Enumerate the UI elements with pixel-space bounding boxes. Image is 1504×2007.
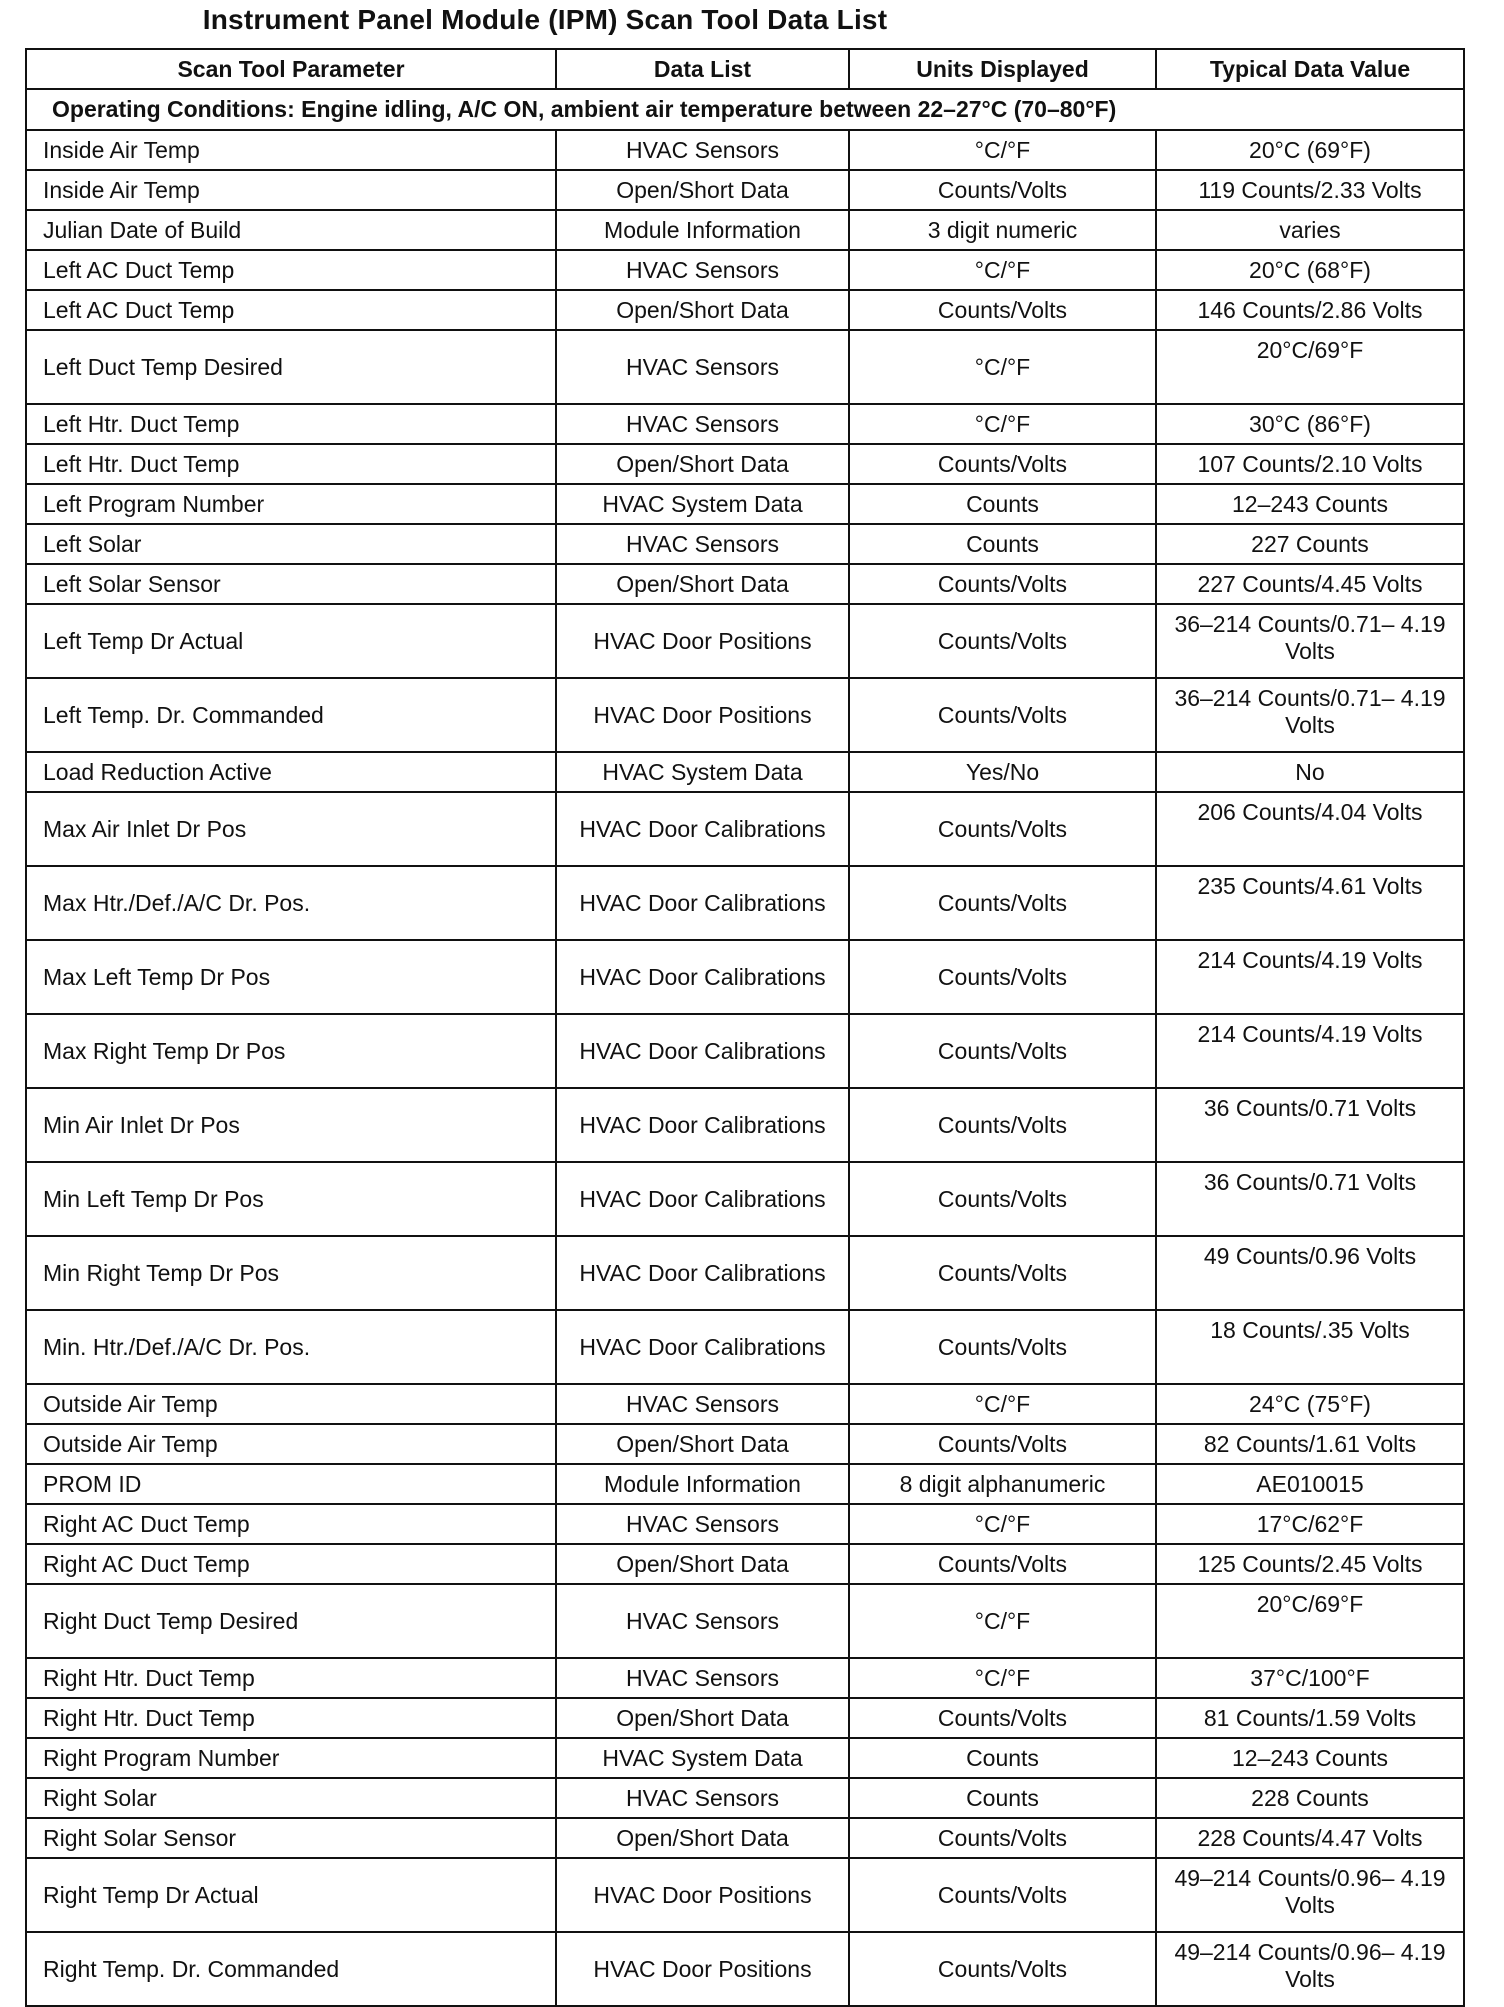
- units-cell: Counts/Volts: [849, 444, 1156, 484]
- units-cell: Counts/Volts: [849, 170, 1156, 210]
- data-list-cell: HVAC Sensors: [556, 250, 849, 290]
- typical-value-cell: 18 Counts/.35 Volts: [1156, 1310, 1464, 1384]
- units-cell: Counts/Volts: [849, 1014, 1156, 1088]
- table-row: [26, 1310, 1464, 1384]
- header-row: [26, 49, 1464, 89]
- parameter-cell: Left AC Duct Temp: [26, 290, 556, 330]
- parameter-cell: Min Left Temp Dr Pos: [26, 1162, 556, 1236]
- table-row: [26, 1738, 1464, 1778]
- data-list-cell: HVAC Door Positions: [556, 1858, 849, 1932]
- table-row: [26, 404, 1464, 444]
- table-row: [26, 1504, 1464, 1544]
- typical-value-cell: 20°C (69°F): [1156, 130, 1464, 170]
- units-cell: Counts: [849, 1778, 1156, 1818]
- units-cell: Counts/Volts: [849, 1698, 1156, 1738]
- table-row: [26, 792, 1464, 866]
- table-row: [26, 1162, 1464, 1236]
- table-row: [26, 1544, 1464, 1584]
- parameter-cell: Left Htr. Duct Temp: [26, 404, 556, 444]
- table-row: [26, 752, 1464, 792]
- table-row: [26, 1658, 1464, 1698]
- operating-conditions-row: [26, 89, 1464, 130]
- typical-value-cell: 12–243 Counts: [1156, 484, 1464, 524]
- data-list-cell: Open/Short Data: [556, 1818, 849, 1858]
- data-list-cell: HVAC Sensors: [556, 1584, 849, 1658]
- typical-value-cell: 20°C/69°F: [1156, 1584, 1464, 1658]
- parameter-cell: Min Right Temp Dr Pos: [26, 1236, 556, 1310]
- typical-value-cell: 228 Counts: [1156, 1778, 1464, 1818]
- data-list-cell: HVAC Sensors: [556, 1504, 849, 1544]
- table-row: [26, 330, 1464, 404]
- data-list-cell: HVAC Sensors: [556, 130, 849, 170]
- parameter-cell: Right AC Duct Temp: [26, 1544, 556, 1584]
- data-list-cell: HVAC Door Calibrations: [556, 1162, 849, 1236]
- data-list-cell: Module Information: [556, 210, 849, 250]
- parameter-cell: Julian Date of Build: [26, 210, 556, 250]
- table-row: [26, 564, 1464, 604]
- parameter-cell: Right Program Number: [26, 1738, 556, 1778]
- data-list-cell: Open/Short Data: [556, 170, 849, 210]
- units-cell: Counts/Volts: [849, 564, 1156, 604]
- typical-value-cell: 235 Counts/4.61 Volts: [1156, 866, 1464, 940]
- units-cell: Counts: [849, 524, 1156, 564]
- table-row: [26, 1698, 1464, 1738]
- units-cell: Counts/Volts: [849, 604, 1156, 678]
- units-cell: °C/°F: [849, 1384, 1156, 1424]
- operating-conditions-text: Operating Conditions: Engine idling, A/C ON, ambient air temperature between 22–27°C (70–80°F): [26, 89, 1464, 130]
- units-cell: Counts/Volts: [849, 866, 1156, 940]
- table-row: [26, 1424, 1464, 1464]
- data-list-cell: HVAC Door Positions: [556, 604, 849, 678]
- data-list-cell: Open/Short Data: [556, 444, 849, 484]
- parameter-cell: Max Right Temp Dr Pos: [26, 1014, 556, 1088]
- typical-value-cell: 36 Counts/0.71 Volts: [1156, 1088, 1464, 1162]
- typical-value-cell: 20°C/69°F: [1156, 330, 1464, 404]
- typical-value-cell: varies: [1156, 210, 1464, 250]
- typical-value-cell: 119 Counts/2.33 Volts: [1156, 170, 1464, 210]
- parameter-cell: Right AC Duct Temp: [26, 1504, 556, 1544]
- table-row: [26, 1818, 1464, 1858]
- table-row: [26, 678, 1464, 752]
- scan-tool-data-table: [25, 48, 1465, 2007]
- parameter-cell: Right Solar: [26, 1778, 556, 1818]
- table-row: [26, 1584, 1464, 1658]
- data-list-cell: HVAC Door Positions: [556, 1932, 849, 2006]
- table-row: [26, 940, 1464, 1014]
- table-row: [26, 1464, 1464, 1504]
- parameter-cell: Max Air Inlet Dr Pos: [26, 792, 556, 866]
- data-list-cell: HVAC System Data: [556, 752, 849, 792]
- typical-value-cell: 214 Counts/4.19 Volts: [1156, 940, 1464, 1014]
- table-row: [26, 1858, 1464, 1932]
- data-list-cell: HVAC Door Calibrations: [556, 940, 849, 1014]
- table-row: [26, 1384, 1464, 1424]
- data-list-cell: HVAC Sensors: [556, 1658, 849, 1698]
- units-cell: Counts/Volts: [849, 1932, 1156, 2006]
- typical-value-cell: 12–243 Counts: [1156, 1738, 1464, 1778]
- column-header-parameter: Scan Tool Parameter: [26, 49, 556, 89]
- parameter-cell: Outside Air Temp: [26, 1424, 556, 1464]
- parameter-cell: Left Solar: [26, 524, 556, 564]
- units-cell: 3 digit numeric: [849, 210, 1156, 250]
- data-list-cell: HVAC System Data: [556, 1738, 849, 1778]
- parameter-cell: Left Temp Dr Actual: [26, 604, 556, 678]
- parameter-cell: Min Air Inlet Dr Pos: [26, 1088, 556, 1162]
- parameter-cell: PROM ID: [26, 1464, 556, 1504]
- data-list-cell: HVAC Door Calibrations: [556, 1236, 849, 1310]
- data-list-cell: HVAC Sensors: [556, 330, 849, 404]
- units-cell: Counts: [849, 1738, 1156, 1778]
- parameter-cell: Left Program Number: [26, 484, 556, 524]
- units-cell: Yes/No: [849, 752, 1156, 792]
- units-cell: Counts/Volts: [849, 1162, 1156, 1236]
- units-cell: Counts/Volts: [849, 290, 1156, 330]
- typical-value-cell: 146 Counts/2.86 Volts: [1156, 290, 1464, 330]
- data-list-cell: HVAC Sensors: [556, 404, 849, 444]
- data-list-cell: Module Information: [556, 1464, 849, 1504]
- units-cell: Counts/Volts: [849, 1818, 1156, 1858]
- parameter-cell: Left AC Duct Temp: [26, 250, 556, 290]
- units-cell: °C/°F: [849, 1584, 1156, 1658]
- typical-value-cell: 36 Counts/0.71 Volts: [1156, 1162, 1464, 1236]
- typical-value-cell: 125 Counts/2.45 Volts: [1156, 1544, 1464, 1584]
- parameter-cell: Inside Air Temp: [26, 170, 556, 210]
- table-row: [26, 1236, 1464, 1310]
- data-list-cell: HVAC Door Positions: [556, 678, 849, 752]
- table-row: [26, 130, 1464, 170]
- table-row: [26, 1088, 1464, 1162]
- table-row: [26, 484, 1464, 524]
- units-cell: Counts/Volts: [849, 1088, 1156, 1162]
- table-row: [26, 1778, 1464, 1818]
- typical-value-cell: 17°C/62°F: [1156, 1504, 1464, 1544]
- units-cell: Counts/Volts: [849, 1858, 1156, 1932]
- parameter-cell: Right Duct Temp Desired: [26, 1584, 556, 1658]
- typical-value-cell: 49 Counts/0.96 Volts: [1156, 1236, 1464, 1310]
- data-list-cell: Open/Short Data: [556, 1424, 849, 1464]
- typical-value-cell: 49–214 Counts/0.96– 4.19 Volts: [1156, 1858, 1464, 1932]
- typical-value-cell: 82 Counts/1.61 Volts: [1156, 1424, 1464, 1464]
- data-list-cell: HVAC Door Calibrations: [556, 866, 849, 940]
- page-title: Instrument Panel Module (IPM) Scan Tool Data List: [202, 4, 888, 35]
- typical-value-cell: 36–214 Counts/0.71– 4.19 Volts: [1156, 678, 1464, 752]
- units-cell: °C/°F: [849, 250, 1156, 290]
- column-header-typical-value: Typical Data Value: [1156, 49, 1464, 89]
- typical-value-cell: No: [1156, 752, 1464, 792]
- parameter-cell: Right Temp. Dr. Commanded: [26, 1932, 556, 2006]
- units-cell: Counts/Volts: [849, 1310, 1156, 1384]
- parameter-cell: Load Reduction Active: [26, 752, 556, 792]
- typical-value-cell: 20°C (68°F): [1156, 250, 1464, 290]
- parameter-cell: Right Htr. Duct Temp: [26, 1658, 556, 1698]
- units-cell: °C/°F: [849, 1504, 1156, 1544]
- typical-value-cell: 81 Counts/1.59 Volts: [1156, 1698, 1464, 1738]
- parameter-cell: Inside Air Temp: [26, 130, 556, 170]
- typical-value-cell: 30°C (86°F): [1156, 404, 1464, 444]
- typical-value-cell: 227 Counts: [1156, 524, 1464, 564]
- parameter-cell: Right Solar Sensor: [26, 1818, 556, 1858]
- parameter-cell: Left Temp. Dr. Commanded: [26, 678, 556, 752]
- data-list-cell: Open/Short Data: [556, 1544, 849, 1584]
- column-header-data-list: Data List: [556, 49, 849, 89]
- data-list-cell: HVAC System Data: [556, 484, 849, 524]
- typical-value-cell: 36–214 Counts/0.71– 4.19 Volts: [1156, 604, 1464, 678]
- typical-value-cell: 37°C/100°F: [1156, 1658, 1464, 1698]
- parameter-cell: Right Htr. Duct Temp: [26, 1698, 556, 1738]
- typical-value-cell: 214 Counts/4.19 Volts: [1156, 1014, 1464, 1088]
- typical-value-cell: 24°C (75°F): [1156, 1384, 1464, 1424]
- units-cell: Counts/Volts: [849, 1236, 1156, 1310]
- table-row: [26, 170, 1464, 210]
- data-list-cell: HVAC Sensors: [556, 1384, 849, 1424]
- table-row: [26, 1014, 1464, 1088]
- typical-value-cell: 107 Counts/2.10 Volts: [1156, 444, 1464, 484]
- data-list-cell: HVAC Door Calibrations: [556, 1088, 849, 1162]
- parameter-cell: Left Htr. Duct Temp: [26, 444, 556, 484]
- table-row: [26, 604, 1464, 678]
- table-row: [26, 290, 1464, 330]
- typical-value-cell: 228 Counts/4.47 Volts: [1156, 1818, 1464, 1858]
- units-cell: Counts: [849, 484, 1156, 524]
- parameter-cell: Right Temp Dr Actual: [26, 1858, 556, 1932]
- units-cell: Counts/Volts: [849, 678, 1156, 752]
- table-row: [26, 866, 1464, 940]
- typical-value-cell: 206 Counts/4.04 Volts: [1156, 792, 1464, 866]
- data-list-cell: Open/Short Data: [556, 290, 849, 330]
- table-row: [26, 1932, 1464, 2006]
- units-cell: Counts/Volts: [849, 1544, 1156, 1584]
- data-list-cell: HVAC Door Calibrations: [556, 1310, 849, 1384]
- parameter-cell: Max Htr./Def./A/C Dr. Pos.: [26, 866, 556, 940]
- units-cell: Counts/Volts: [849, 792, 1156, 866]
- typical-value-cell: AE010015: [1156, 1464, 1464, 1504]
- units-cell: °C/°F: [849, 1658, 1156, 1698]
- units-cell: Counts/Volts: [849, 1424, 1156, 1464]
- parameter-cell: Outside Air Temp: [26, 1384, 556, 1424]
- table-row: [26, 524, 1464, 564]
- units-cell: 8 digit alphanumeric: [849, 1464, 1156, 1504]
- parameter-cell: Left Solar Sensor: [26, 564, 556, 604]
- table-row: [26, 210, 1464, 250]
- typical-value-cell: 227 Counts/4.45 Volts: [1156, 564, 1464, 604]
- data-list-cell: HVAC Door Calibrations: [556, 792, 849, 866]
- table-row: [26, 250, 1464, 290]
- column-header-units: Units Displayed: [849, 49, 1156, 89]
- units-cell: °C/°F: [849, 330, 1156, 404]
- parameter-cell: Left Duct Temp Desired: [26, 330, 556, 404]
- data-list-cell: HVAC Door Calibrations: [556, 1014, 849, 1088]
- data-list-cell: HVAC Sensors: [556, 1778, 849, 1818]
- data-list-cell: Open/Short Data: [556, 1698, 849, 1738]
- parameter-cell: Min. Htr./Def./A/C Dr. Pos.: [26, 1310, 556, 1384]
- units-cell: °C/°F: [849, 404, 1156, 444]
- parameter-cell: Max Left Temp Dr Pos: [26, 940, 556, 1014]
- data-list-cell: Open/Short Data: [556, 564, 849, 604]
- units-cell: Counts/Volts: [849, 940, 1156, 1014]
- units-cell: °C/°F: [849, 130, 1156, 170]
- table-row: [26, 444, 1464, 484]
- data-list-cell: HVAC Sensors: [556, 524, 849, 564]
- typical-value-cell: 49–214 Counts/0.96– 4.19 Volts: [1156, 1932, 1464, 2006]
